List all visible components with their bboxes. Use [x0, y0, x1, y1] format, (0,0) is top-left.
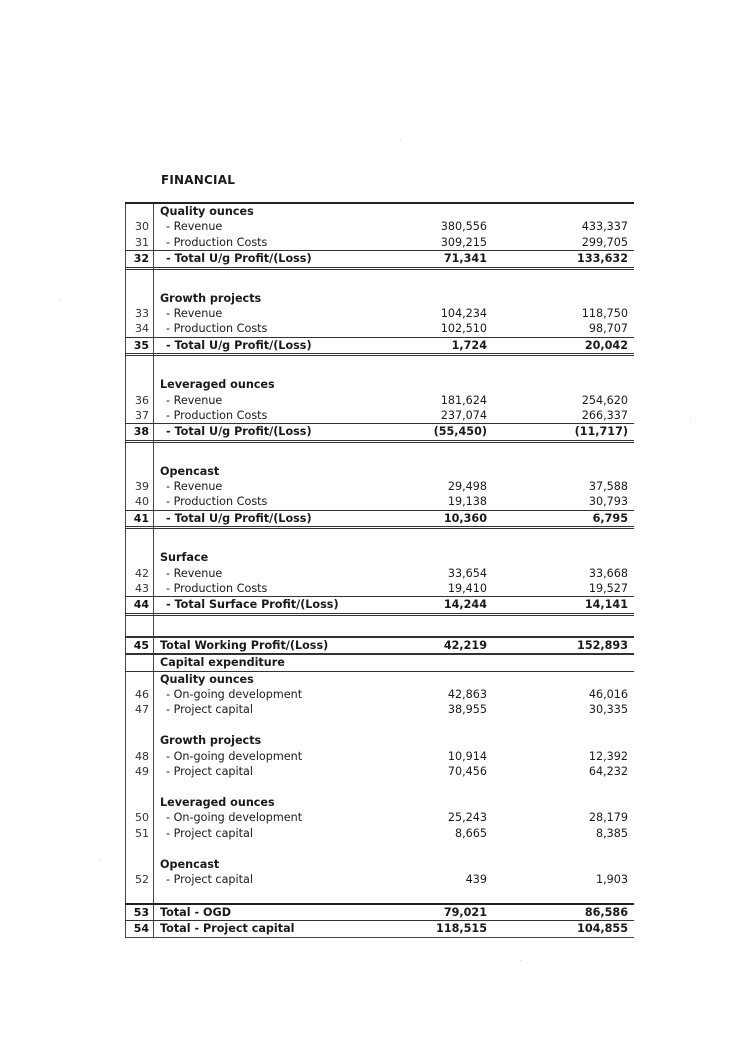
total-row: 38 - Total U/g Profit/(Loss) (55,450) (11,717)	[125, 423, 634, 442]
section-heading: Surface	[160, 551, 209, 565]
table-row: 34 - Production Costs 102,510 98,707	[135, 322, 628, 336]
working-profit-row: 45 Total Working Profit/(Loss) 42,219 152,893	[125, 636, 634, 654]
section-heading: Growth projects	[160, 734, 262, 748]
table-row: 39 - Revenue 29,498 37,588	[135, 480, 628, 494]
table-row: 30 - Revenue 380,556 433,337	[135, 220, 628, 234]
table-row: 51 - Project capital 8,665 8,385	[135, 826, 628, 840]
total-row: 32 - Total U/g Profit/(Loss) 71,341 133,632	[125, 250, 634, 269]
table-row: 37 - Production Costs 237,074 266,337	[135, 408, 628, 422]
section-heading: Opencast	[160, 464, 220, 478]
section-heading: Leveraged ounces	[160, 795, 275, 809]
total-row: 35 - Total U/g Profit/(Loss) 1,724 20,042	[125, 337, 634, 356]
table-row: 49 - Project capital 70,456 64,232	[135, 765, 628, 779]
total-row: 44 - Total Surface Profit/(Loss) 14,244 14,141	[125, 596, 634, 615]
capex-heading: Capital expenditure	[125, 654, 634, 671]
table-row: 46 - On-going development 42,863 46,016	[135, 687, 628, 701]
section-heading: Quality ounces	[160, 205, 254, 218]
section-heading: Growth projects	[160, 291, 262, 305]
table-row: 52 - Project capital 439 1,903	[135, 873, 628, 886]
table-row: 47 - Project capital 38,955 30,335	[135, 703, 628, 717]
section-heading: Quality ounces	[160, 672, 254, 686]
table-row: 40 - Production Costs 19,138 30,793	[135, 495, 628, 509]
table-row: 43 - Production Costs 19,410 19,527	[135, 582, 628, 596]
financial-table	[125, 202, 634, 938]
section-heading: Opencast	[160, 857, 220, 871]
section-heading: Leveraged ounces	[160, 378, 275, 392]
total-ogd-row: 53 Total - OGD 79,021 86,586	[125, 903, 634, 921]
total-row: 41 - Total U/g Profit/(Loss) 10,360 6,795	[125, 510, 634, 529]
table-row: 48 - On-going development 10,914 12,392	[135, 749, 628, 763]
table-row: 50 - On-going development 25,243 28,179	[135, 811, 628, 825]
table-row: 33 - Revenue 104,234 118,750	[135, 306, 628, 320]
total-project-capital-row: 54 Total - Project capital 118,515 104,855	[133, 922, 628, 936]
table-row: 31 - Production Costs 309,215 299,705	[135, 235, 628, 249]
table-row: 36 - Revenue 181,624 254,620	[135, 393, 628, 407]
page-title: FINANCIAL	[161, 173, 236, 187]
table-row: 42 - Revenue 33,654 33,668	[135, 566, 628, 580]
